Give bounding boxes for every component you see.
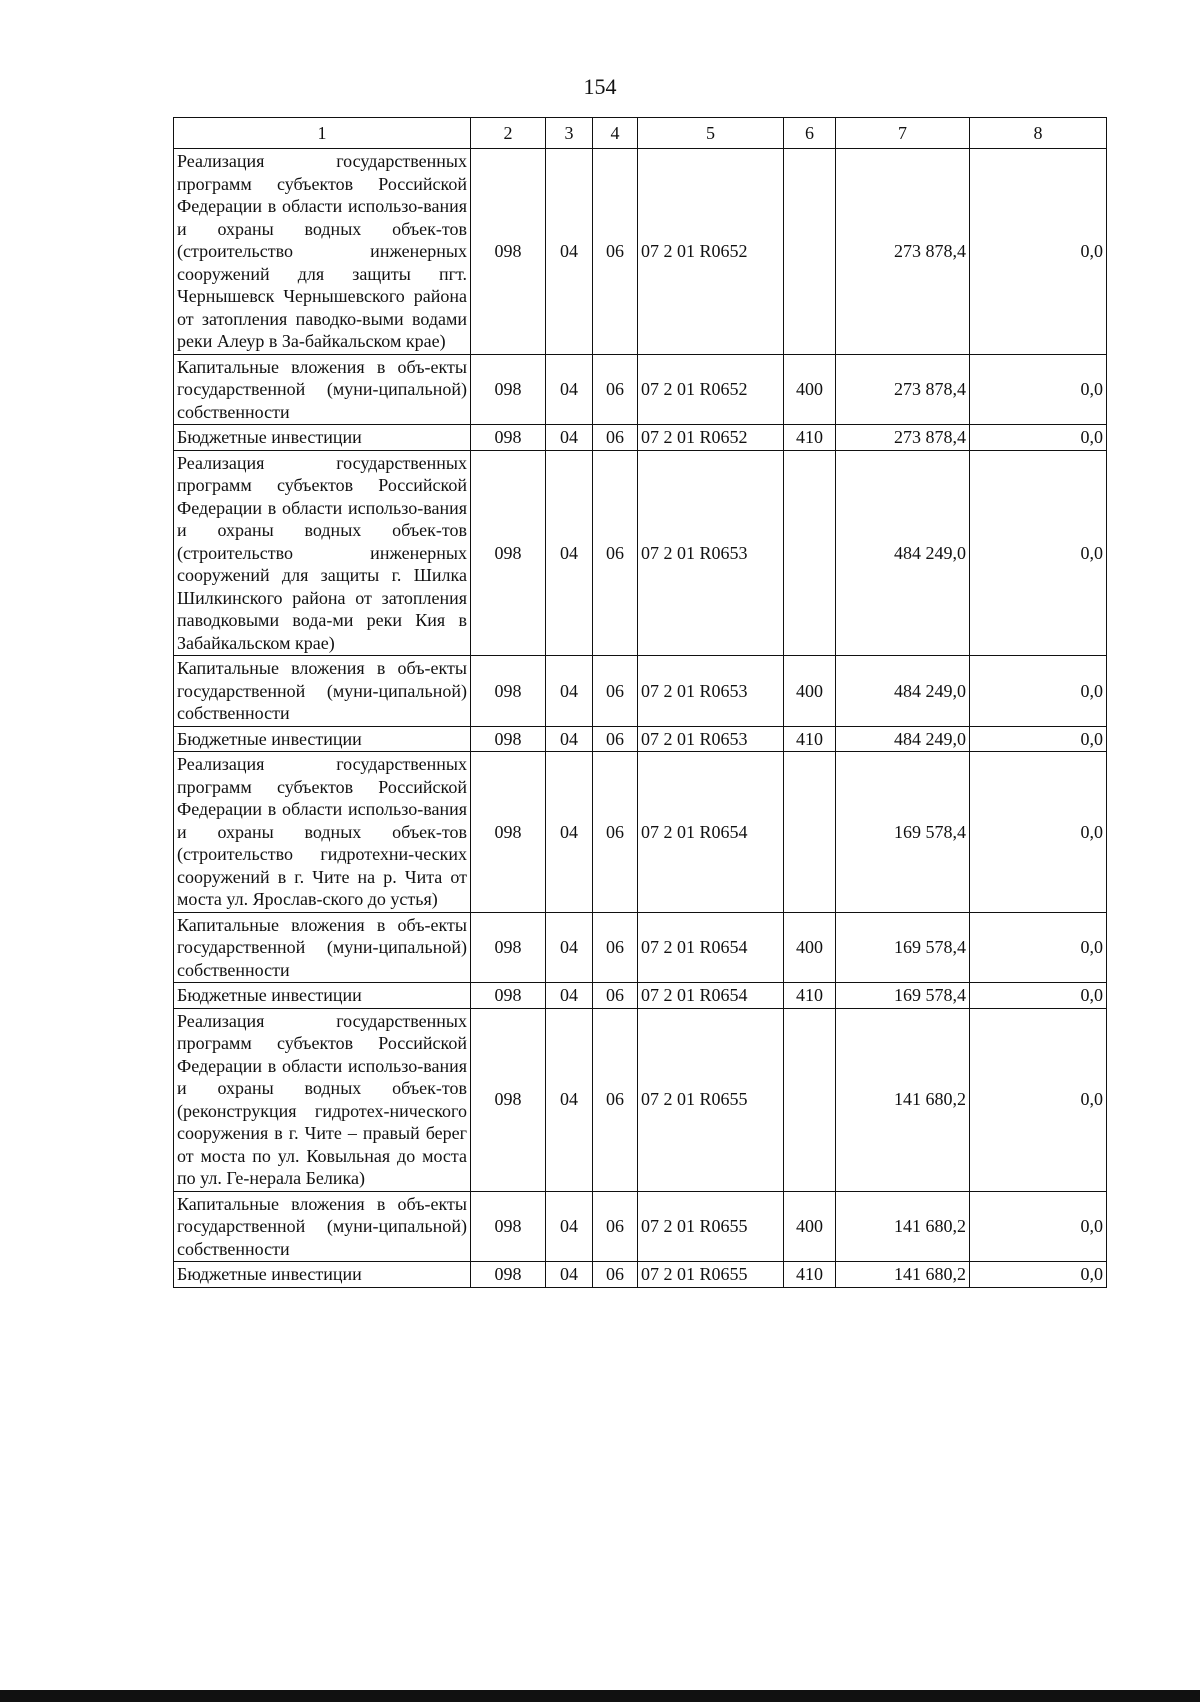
table-row (174, 1191, 1107, 1262)
table-row (174, 1008, 1107, 1191)
target-article-cell: 07 2 01 R0654 (638, 912, 784, 983)
header-cell: 2 (471, 118, 546, 149)
target-article-cell: 07 2 01 R0652 (638, 425, 784, 451)
target-article-cell: 07 2 01 R0652 (638, 354, 784, 425)
row-name-cell: Реализация государственных программ субъектов Российской Федерации в области использо-вания и охраны водных объек-тов (строительство инженерных сооружений для защиты г. Шилка Шилкинского района от затопления паводковыми вода-ми реки Кия в Забайкальском крае) (174, 450, 471, 656)
row-name-cell: Бюджетные инвестиции (174, 1262, 471, 1288)
expense-type-cell: 410 (784, 425, 836, 451)
amount2-cell: 0,0 (970, 1008, 1107, 1191)
expense-type-cell (784, 1008, 836, 1191)
subsection-cell: 06 (593, 752, 638, 913)
subsection-cell: 06 (593, 1191, 638, 1262)
ministry-code-cell: 098 (471, 354, 546, 425)
target-article-cell: 07 2 01 R0655 (638, 1008, 784, 1191)
subsection-cell: 06 (593, 450, 638, 656)
expense-type-cell: 410 (784, 726, 836, 752)
section-cell: 04 (546, 450, 593, 656)
expense-type-cell: 400 (784, 1191, 836, 1262)
ministry-code-cell: 098 (471, 1191, 546, 1262)
target-article-cell: 07 2 01 R0655 (638, 1191, 784, 1262)
table-row (174, 656, 1107, 727)
subsection-cell: 06 (593, 1262, 638, 1288)
expense-type-cell: 400 (784, 354, 836, 425)
subsection-cell: 06 (593, 912, 638, 983)
ministry-code-cell: 098 (471, 425, 546, 451)
ministry-code-cell: 098 (471, 149, 546, 355)
row-name-cell: Бюджетные инвестиции (174, 425, 471, 451)
section-cell: 04 (546, 726, 593, 752)
section-cell: 04 (546, 912, 593, 983)
amount2-cell: 0,0 (970, 354, 1107, 425)
amount-cell: 484 249,0 (836, 450, 970, 656)
subsection-cell: 06 (593, 149, 638, 355)
table-row (174, 726, 1107, 752)
ministry-code-cell: 098 (471, 752, 546, 913)
amount2-cell: 0,0 (970, 1262, 1107, 1288)
section-cell: 04 (546, 425, 593, 451)
ministry-code-cell: 098 (471, 656, 546, 727)
ministry-code-cell: 098 (471, 912, 546, 983)
budget-table (173, 117, 1107, 1288)
scan-bottom-edge (0, 1690, 1200, 1702)
amount-cell: 484 249,0 (836, 656, 970, 727)
ministry-code-cell: 098 (471, 983, 546, 1009)
amount-cell: 484 249,0 (836, 726, 970, 752)
target-article-cell: 07 2 01 R0652 (638, 149, 784, 355)
table-row (174, 425, 1107, 451)
page-number: 154 (583, 74, 617, 99)
table-row (174, 354, 1107, 425)
target-article-cell: 07 2 01 R0653 (638, 656, 784, 727)
header-row (174, 118, 1107, 149)
expense-type-cell: 400 (784, 912, 836, 983)
amount2-cell: 0,0 (970, 752, 1107, 913)
ministry-code-cell: 098 (471, 1262, 546, 1288)
target-article-cell: 07 2 01 R0653 (638, 726, 784, 752)
row-name-cell: Реализация государственных программ субъектов Российской Федерации в области использо-вания и охраны водных объек-тов (реконструкция гидротех-нического сооружения в г. Чите – правый берег от моста по ул. Ковыльная до моста по ул. Ге-нерала Белика) (174, 1008, 471, 1191)
amount2-cell: 0,0 (970, 656, 1107, 727)
section-cell: 04 (546, 983, 593, 1009)
row-name-cell: Капитальные вложения в объ-екты государственной (муни-ципальной) собственности (174, 656, 471, 727)
target-article-cell: 07 2 01 R0655 (638, 1262, 784, 1288)
expense-type-cell (784, 450, 836, 656)
section-cell: 04 (546, 1008, 593, 1191)
section-cell: 04 (546, 1191, 593, 1262)
header-cell: 3 (546, 118, 593, 149)
section-cell: 04 (546, 656, 593, 727)
table-row (174, 912, 1107, 983)
expense-type-cell: 410 (784, 1262, 836, 1288)
amount-cell: 169 578,4 (836, 752, 970, 913)
ministry-code-cell: 098 (471, 1008, 546, 1191)
header-cell: 1 (174, 118, 471, 149)
amount-cell: 141 680,2 (836, 1008, 970, 1191)
row-name-cell: Реализация государственных программ субъектов Российской Федерации в области использо-вания и охраны водных объек-тов (строительство гидротехни-ческих сооружений в г. Чите на р. Чита от моста ул. Ярослав-ского до устья) (174, 752, 471, 913)
ministry-code-cell: 098 (471, 726, 546, 752)
amount2-cell: 0,0 (970, 149, 1107, 355)
expense-type-cell: 410 (784, 983, 836, 1009)
expense-type-cell (784, 149, 836, 355)
subsection-cell: 06 (593, 1008, 638, 1191)
subsection-cell: 06 (593, 983, 638, 1009)
row-name-cell: Бюджетные инвестиции (174, 726, 471, 752)
amount-cell: 169 578,4 (836, 912, 970, 983)
table-row (174, 983, 1107, 1009)
target-article-cell: 07 2 01 R0654 (638, 752, 784, 913)
amount-cell: 169 578,4 (836, 983, 970, 1009)
table-row (174, 450, 1107, 656)
row-name-cell: Реализация государственных программ субъектов Российской Федерации в области использо-вания и охраны водных объек-тов (строительство инженерных сооружений для защиты пгт. Чернышевск Чернышевского района от затопления паводко-выми водами реки Алеур в За-байкальском крае) (174, 149, 471, 355)
row-name-cell: Капитальные вложения в объ-екты государственной (муни-ципальной) собственности (174, 354, 471, 425)
section-cell: 04 (546, 752, 593, 913)
section-cell: 04 (546, 149, 593, 355)
amount2-cell: 0,0 (970, 726, 1107, 752)
amount-cell: 273 878,4 (836, 425, 970, 451)
expense-type-cell: 400 (784, 656, 836, 727)
table-row (174, 149, 1107, 355)
table-row (174, 1262, 1107, 1288)
row-name-cell: Бюджетные инвестиции (174, 983, 471, 1009)
table-row (174, 752, 1107, 913)
amount2-cell: 0,0 (970, 983, 1107, 1009)
row-name-cell: Капитальные вложения в объ-екты государственной (муни-ципальной) собственности (174, 1191, 471, 1262)
header-cell: 5 (638, 118, 784, 149)
target-article-cell: 07 2 01 R0653 (638, 450, 784, 656)
header-cell: 8 (970, 118, 1107, 149)
subsection-cell: 06 (593, 726, 638, 752)
amount2-cell: 0,0 (970, 1191, 1107, 1262)
amount-cell: 273 878,4 (836, 354, 970, 425)
amount-cell: 141 680,2 (836, 1191, 970, 1262)
subsection-cell: 06 (593, 425, 638, 451)
target-article-cell: 07 2 01 R0654 (638, 983, 784, 1009)
header-cell: 4 (593, 118, 638, 149)
amount-cell: 141 680,2 (836, 1262, 970, 1288)
subsection-cell: 06 (593, 656, 638, 727)
amount2-cell: 0,0 (970, 425, 1107, 451)
row-name-cell: Капитальные вложения в объ-екты государственной (муни-ципальной) собственности (174, 912, 471, 983)
subsection-cell: 06 (593, 354, 638, 425)
amount2-cell: 0,0 (970, 912, 1107, 983)
expense-type-cell (784, 752, 836, 913)
section-cell: 04 (546, 1262, 593, 1288)
header-cell: 7 (836, 118, 970, 149)
ministry-code-cell: 098 (471, 450, 546, 656)
amount-cell: 273 878,4 (836, 149, 970, 355)
section-cell: 04 (546, 354, 593, 425)
amount2-cell: 0,0 (970, 450, 1107, 656)
header-cell: 6 (784, 118, 836, 149)
